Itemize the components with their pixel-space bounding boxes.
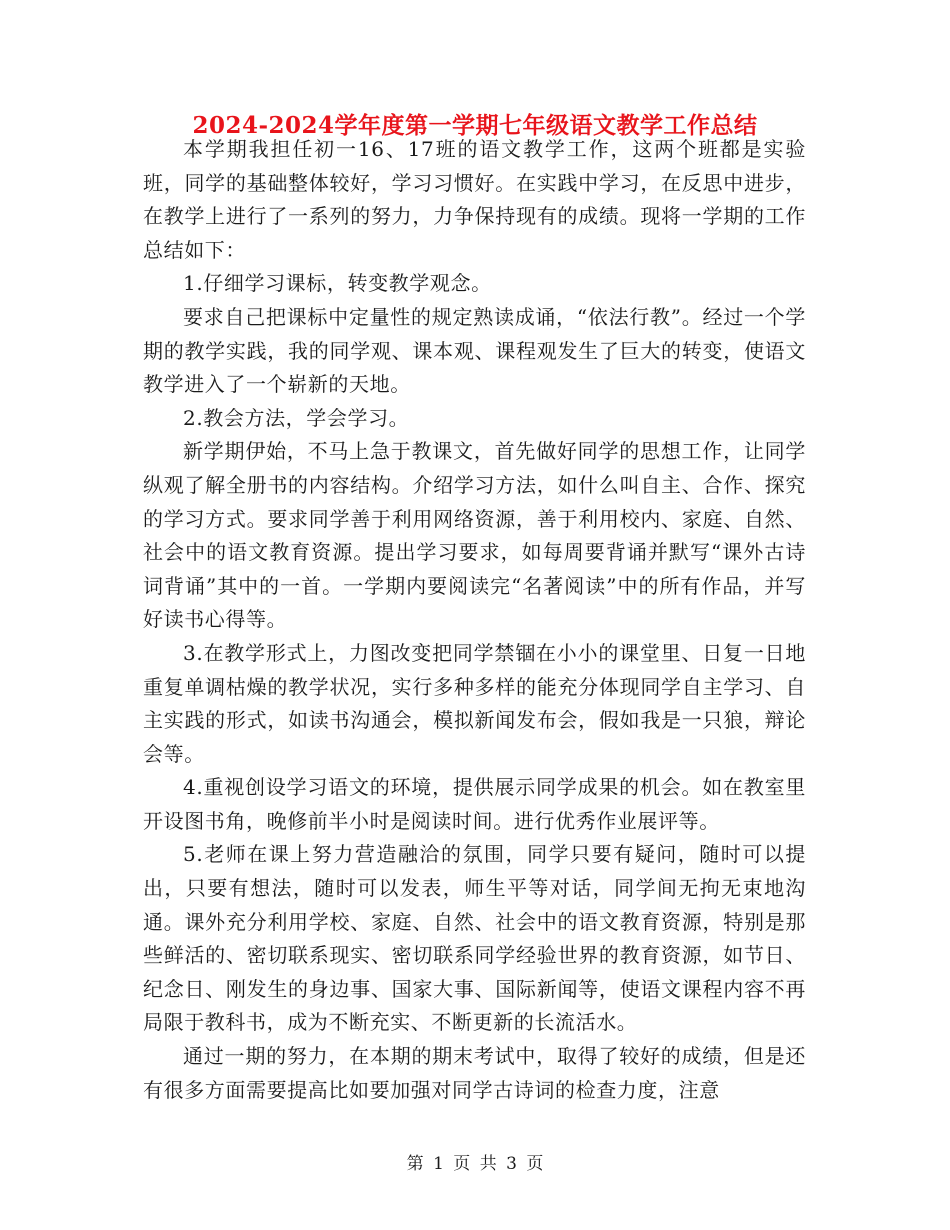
paragraph-heading-1: 1.仔细学习课标，转变教学观念。 (183, 271, 492, 296)
paragraph-intro: 本学期我担任初一16、17班的语文教学工作，这两个班都是实验班，同学的基础整体较好，学习习惯好。在实践中学习，在反思中进步，在教学上进行了一系列的努力，力争保持现有的成绩。现将一学期的工作总结如下： (143, 137, 806, 262)
paragraph-conclusion: 通过一期的努力，在本期的期末考试中，取得了较好的成绩，但是还有很多方面需要提高比如要加强对同学古诗词的检查力度，注意 (143, 1044, 806, 1102)
paragraph-1-body: 要求自己把课标中定量性的规定熟读成诵，“依法行教”。经过一个学期的教学实践，我的同学观、课本观、课程观发生了巨大的转变，使语文教学进入了一个崭新的天地。 (143, 304, 806, 397)
page-footer: 第 1 页 共 3 页 (406, 1154, 544, 1174)
document-title: 2024-2024学年度第一学期七年级语文教学工作总结 (192, 112, 758, 139)
paragraph-5: 5.老师在课上努力营造融洽的氛围，同学只要有疑问，随时可以提出，只要有想法，随时可以发表，师生平等对话，同学间无拘无束地沟通。课外充分利用学校、家庭、自然、社会中的语文教育资源，特别是那些鲜活的、密切联系现实、密切联系同学经验世界的教育资源，如节日、纪念日、刚发生的身边事、国家大事、国际新闻等，使语文课程内容不再局限于教科书，成为不断充实、不断更新的长流活水。 (143, 842, 806, 1035)
paragraph-2-body: 新学期伊始，不马上急于教课文，首先做好同学的思想工作，让同学纵观了解全册书的内容结构。介绍学习方法，如什么叫自主、合作、探究的学习方式。要求同学善于利用网络资源，善于利用校内、家庭、自然、社会中的语文教育资源。提出学习要求，如每周要背诵并默写“课外古诗词背诵”其中的一首。一学期内要阅读完“名著阅读”中的所有作品，并写好读书心得等。 (143, 439, 806, 632)
paragraph-3: 3.在教学形式上，力图改变把同学禁锢在小小的课堂里、日复一日地重复单调枯燥的教学状况，实行多种多样的能充分体现同学自主学习、自主实践的形式，如读书沟通会，模拟新闻发布会，假如我是一只狼，辩论会等。 (143, 640, 806, 766)
paragraph-heading-2: 2.教会方法，学会学习。 (183, 405, 410, 430)
paragraph-4: 4.重视创设学习语文的环境，提供展示同学成果的机会。如在教室里开设图书角，晚修前半小时是阅读时间。进行优秀作业展评等。 (143, 775, 806, 833)
document-body (143, 133, 806, 1107)
